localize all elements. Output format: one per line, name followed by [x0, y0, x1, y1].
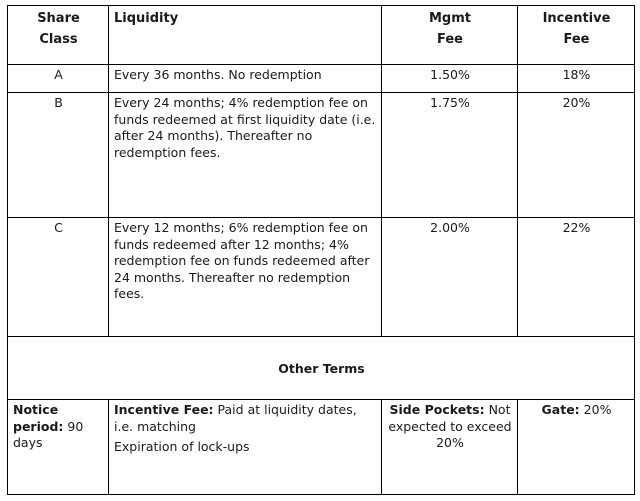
gate-value: 20% [583, 402, 612, 417]
header-share-class: Share Class [8, 6, 109, 65]
liquidity-cell: Every 12 months; 6% redemption fee on funds redeemed after 12 months; 4% redemption fee on funds redeemed after 24 months. Thereafter no redemption fees. [109, 218, 382, 337]
liquidity-cell: Every 36 months. No redemption [109, 65, 382, 93]
liquidity-cell: Every 24 months; 4% redemption fee on funds redeemed at first liquidity date (i.e. after 24 months). Thereafter no redemption fees. [109, 93, 382, 218]
incentive-fee-value: Paid at liquidity dates, i.e. matching [114, 402, 357, 434]
header-incentive-fee: Incentive Fee [518, 6, 635, 65]
other-terms-heading: Other Terms [8, 337, 635, 400]
header-mgmt-fee: Mgmt Fee [382, 6, 518, 65]
notice-period-label: Notice period: [13, 402, 64, 434]
table-header-row [8, 6, 635, 65]
table-row [8, 93, 635, 218]
incentive-fee-terms-cell [109, 400, 382, 495]
incentive-fee-cell: 18% [518, 65, 635, 93]
share-class-terms-table [7, 5, 635, 495]
incentive-fee-cell: 22% [518, 218, 635, 337]
share-class-cell: A [8, 65, 109, 93]
side-pockets-label: Side Pockets: [389, 402, 485, 417]
share-class-cell: B [8, 93, 109, 218]
other-terms-details-row [8, 400, 635, 495]
incentive-fee-label: Incentive Fee: [114, 402, 214, 417]
mgmt-fee-cell: 2.00% [382, 218, 518, 337]
table-row [8, 65, 635, 93]
gate-label: Gate: [541, 402, 580, 417]
mgmt-fee-cell: 1.75% [382, 93, 518, 218]
notice-period-value: 90 days [13, 418, 84, 450]
header-liquidity: Liquidity [109, 6, 382, 65]
incentive-fee-extra: Expiration of lock-ups [114, 439, 250, 454]
side-pockets-cell [382, 400, 518, 495]
incentive-fee-cell: 20% [518, 93, 635, 218]
share-class-cell: C [8, 218, 109, 337]
table-row [8, 218, 635, 337]
mgmt-fee-cell: 1.50% [382, 65, 518, 93]
side-pockets-value: Not expected to exceed 20% [388, 402, 512, 450]
other-terms-row [8, 337, 635, 400]
notice-period-cell [8, 400, 109, 495]
gate-cell [518, 400, 635, 495]
